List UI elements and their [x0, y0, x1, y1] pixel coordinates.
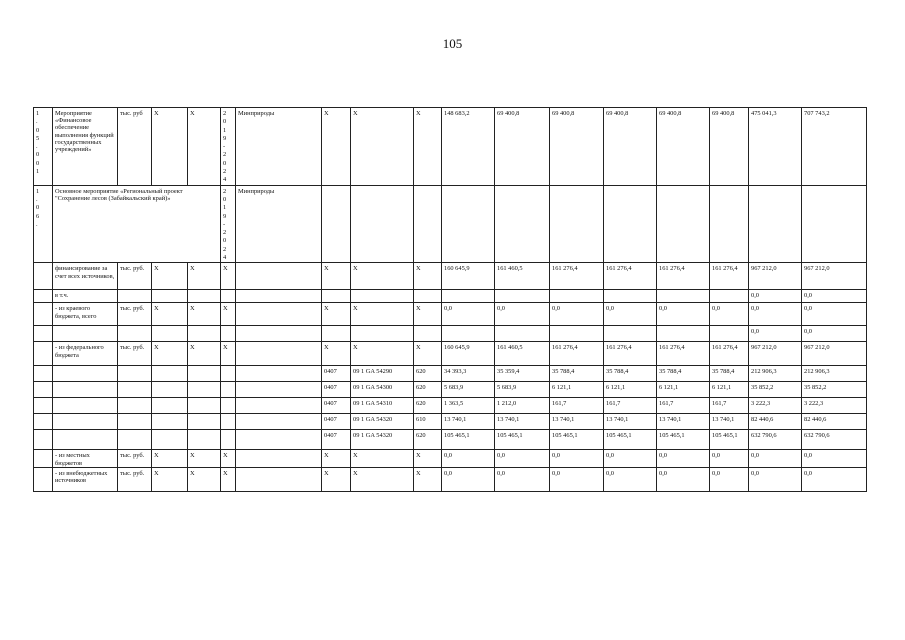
value-cell: 0,0 [710, 303, 749, 326]
table-row [34, 366, 867, 382]
value-cell: 161 276,4 [657, 342, 710, 366]
value-cell: 0,0 [442, 303, 495, 326]
section-code: 0407 [322, 414, 351, 430]
period-cell: 2019-2024 [221, 108, 236, 186]
row-number: 1.05.001 [34, 108, 53, 186]
value-cell: 161,7 [604, 398, 657, 414]
cell: Х [152, 303, 188, 326]
target-code: 09 1 GA 54300 [351, 382, 414, 398]
cell [221, 414, 236, 430]
value-cell: 967 212,0 [802, 342, 867, 366]
table-row [34, 290, 867, 303]
value-cell: 0,0 [749, 467, 802, 491]
row-label: - из внебюджетных источников [53, 467, 118, 491]
value-cell: 5 683,9 [495, 382, 550, 398]
value-cell: 34 393,3 [442, 366, 495, 382]
cell [236, 290, 322, 303]
cell: Х [351, 263, 414, 290]
cell: Х [221, 467, 236, 491]
value-cell: 105 465,1 [550, 430, 604, 450]
cell [414, 290, 442, 303]
page-number: 105 [442, 36, 463, 51]
value-cell: 161 276,4 [550, 342, 604, 366]
cell: Х [188, 263, 221, 290]
cell [221, 430, 236, 450]
table-row [34, 398, 867, 414]
cell [604, 290, 657, 303]
cell: Х [152, 450, 188, 467]
cell [236, 342, 322, 366]
value-cell: 13 740,1 [442, 414, 495, 430]
cell [188, 414, 221, 430]
cell [710, 185, 749, 263]
value-cell: 0,0 [604, 303, 657, 326]
expense-type: 610 [414, 414, 442, 430]
table-row [34, 185, 867, 263]
cell [118, 366, 152, 382]
cell [710, 326, 749, 342]
value-cell: 1 212,0 [495, 398, 550, 414]
value-cell: 105 465,1 [495, 430, 550, 450]
cell: Х [351, 342, 414, 366]
unit-cell: тыс. руб [118, 108, 152, 186]
unit-cell: тыс. руб. [118, 467, 152, 491]
value-cell: 35 788,4 [710, 366, 749, 382]
value-cell: 82 440,6 [749, 414, 802, 430]
cell [221, 290, 236, 303]
cell [34, 290, 53, 303]
cell [34, 326, 53, 342]
value-cell: 0,0 [802, 467, 867, 491]
cell [657, 290, 710, 303]
value-cell: 161 276,4 [604, 342, 657, 366]
cell [236, 398, 322, 414]
value-cell: 69 400,8 [495, 108, 550, 186]
value-cell: 0,0 [802, 290, 867, 303]
cell [118, 290, 152, 303]
cell [351, 185, 414, 263]
value-cell: 161,7 [550, 398, 604, 414]
section-code: 0407 [322, 398, 351, 414]
row-number: 1.06. [34, 185, 53, 263]
unit-cell: тыс. руб. [118, 303, 152, 326]
value-cell: 0,0 [657, 450, 710, 467]
cell [53, 414, 118, 430]
value-cell: 161 276,4 [657, 263, 710, 290]
table-row [34, 263, 867, 290]
cell: Х [351, 450, 414, 467]
cell [236, 366, 322, 382]
value-cell: 3 222,3 [802, 398, 867, 414]
row-label: в т.ч. [53, 290, 118, 303]
section-code: 0407 [322, 430, 351, 450]
cell: Х [414, 303, 442, 326]
value-cell: 0,0 [749, 326, 802, 342]
cell: Х [351, 108, 414, 186]
cell [53, 382, 118, 398]
value-cell: 0,0 [495, 303, 550, 326]
cell [34, 342, 53, 366]
cell [710, 290, 749, 303]
cell [152, 430, 188, 450]
cell [236, 263, 322, 290]
table-row [34, 414, 867, 430]
table-row [34, 303, 867, 326]
cell: Х [221, 263, 236, 290]
cell [495, 185, 550, 263]
cell: Х [322, 303, 351, 326]
cell [118, 326, 152, 342]
value-cell: 0,0 [495, 450, 550, 467]
table-row [34, 467, 867, 491]
value-cell: 160 645,9 [442, 263, 495, 290]
cell [34, 467, 53, 491]
table-row [34, 450, 867, 467]
cell: Х [152, 467, 188, 491]
row-label: - из краевого бюджета, всего [53, 303, 118, 326]
cell [236, 326, 322, 342]
value-cell: 0,0 [550, 303, 604, 326]
cell [657, 185, 710, 263]
cell [53, 326, 118, 342]
cell [34, 430, 53, 450]
cell: Х [414, 467, 442, 491]
value-cell: 161 460,5 [495, 342, 550, 366]
cell: Х [414, 342, 442, 366]
cell [53, 430, 118, 450]
value-cell: 0,0 [802, 450, 867, 467]
cell [236, 450, 322, 467]
value-cell: 69 400,8 [657, 108, 710, 186]
value-cell: 0,0 [802, 303, 867, 326]
value-cell: 105 465,1 [442, 430, 495, 450]
cell [351, 290, 414, 303]
value-cell: 1 363,5 [442, 398, 495, 414]
table-row [34, 108, 867, 186]
cell: Х [188, 450, 221, 467]
cell [188, 398, 221, 414]
section-code: 0407 [322, 382, 351, 398]
unit-cell: тыс. руб. [118, 263, 152, 290]
cell [118, 382, 152, 398]
cell: Х [152, 108, 188, 186]
cell [442, 185, 495, 263]
row-label: финансирование за счет всех источников, [53, 263, 118, 290]
cell [188, 290, 221, 303]
cell [118, 430, 152, 450]
value-cell: 161,7 [710, 398, 749, 414]
cell [495, 290, 550, 303]
value-cell: 632 790,6 [802, 430, 867, 450]
cell [188, 326, 221, 342]
value-cell: 0,0 [442, 467, 495, 491]
row-label: - из местных бюджетов [53, 450, 118, 467]
cell [236, 467, 322, 491]
cell [188, 382, 221, 398]
value-cell: 0,0 [442, 450, 495, 467]
value-cell: 0,0 [749, 450, 802, 467]
cell: Х [188, 303, 221, 326]
cell [749, 185, 802, 263]
value-cell: 35 788,4 [604, 366, 657, 382]
cell [188, 430, 221, 450]
cell [236, 430, 322, 450]
cell [550, 290, 604, 303]
cell [221, 366, 236, 382]
value-cell: 35 359,4 [495, 366, 550, 382]
value-cell: 0,0 [550, 450, 604, 467]
cell [604, 185, 657, 263]
value-cell: 0,0 [604, 450, 657, 467]
value-cell: 13 740,1 [657, 414, 710, 430]
value-cell: 3 222,3 [749, 398, 802, 414]
cell [414, 185, 442, 263]
value-cell: 475 041,3 [749, 108, 802, 186]
value-cell: 5 683,9 [442, 382, 495, 398]
cell [322, 290, 351, 303]
cell [442, 290, 495, 303]
cell [236, 414, 322, 430]
section-code: 0407 [322, 366, 351, 382]
cell [442, 326, 495, 342]
value-cell: 0,0 [710, 467, 749, 491]
cell [53, 398, 118, 414]
value-cell: 35 852,2 [749, 382, 802, 398]
cell [221, 398, 236, 414]
value-cell: 632 790,6 [749, 430, 802, 450]
value-cell: 161 276,4 [550, 263, 604, 290]
cell [414, 326, 442, 342]
value-cell: 6 121,1 [710, 382, 749, 398]
cell [118, 398, 152, 414]
value-cell: 69 400,8 [550, 108, 604, 186]
value-cell: 13 740,1 [710, 414, 749, 430]
cell: Х [152, 263, 188, 290]
cell [34, 398, 53, 414]
value-cell: 148 683,2 [442, 108, 495, 186]
value-cell: 35 788,4 [550, 366, 604, 382]
value-cell: 6 121,1 [657, 382, 710, 398]
cell: Х [221, 303, 236, 326]
value-cell: 35 788,4 [657, 366, 710, 382]
value-cell: 0,0 [749, 290, 802, 303]
cell [34, 303, 53, 326]
value-cell: 105 465,1 [710, 430, 749, 450]
target-code: 09 1 GA 54320 [351, 430, 414, 450]
cell: Х [322, 263, 351, 290]
cell [152, 382, 188, 398]
cell: Х [188, 467, 221, 491]
cell [118, 414, 152, 430]
cell: Х [152, 342, 188, 366]
value-cell: 0,0 [495, 467, 550, 491]
value-cell: 13 740,1 [550, 414, 604, 430]
value-cell: 161 276,4 [604, 263, 657, 290]
cell [236, 303, 322, 326]
cell [322, 326, 351, 342]
cell [34, 450, 53, 467]
cell [802, 185, 867, 263]
value-cell: 0,0 [749, 303, 802, 326]
value-cell: 161 460,5 [495, 263, 550, 290]
value-cell: 161 276,4 [710, 263, 749, 290]
cell: Х [221, 342, 236, 366]
target-code: 09 1 GA 54310 [351, 398, 414, 414]
program-table [33, 107, 867, 492]
value-cell: 13 740,1 [495, 414, 550, 430]
unit-cell: тыс. руб. [118, 342, 152, 366]
cell [221, 382, 236, 398]
value-cell: 0,0 [657, 303, 710, 326]
measure-title: Основное мероприятие «Региональный проект "Сохранение лесов (Забайкальский край)» [53, 185, 221, 263]
value-cell: 707 743,2 [802, 108, 867, 186]
period-cell: 2019-2024 [221, 185, 236, 263]
table-row [34, 430, 867, 450]
cell [34, 414, 53, 430]
value-cell: 0,0 [710, 450, 749, 467]
cell: Х [188, 342, 221, 366]
value-cell: 161 276,4 [710, 342, 749, 366]
cell [34, 382, 53, 398]
cell: Х [414, 450, 442, 467]
cell [550, 326, 604, 342]
value-cell: 161,7 [657, 398, 710, 414]
target-code: 09 1 GA 54290 [351, 366, 414, 382]
cell: Х [322, 467, 351, 491]
expense-type: 620 [414, 398, 442, 414]
unit-cell: тыс. руб. [118, 450, 152, 467]
value-cell: 0,0 [550, 467, 604, 491]
cell: Х [322, 342, 351, 366]
value-cell: 0,0 [604, 467, 657, 491]
cell [152, 414, 188, 430]
table-row [34, 326, 867, 342]
cell [221, 326, 236, 342]
value-cell: 967 212,0 [749, 263, 802, 290]
value-cell: 82 440,6 [802, 414, 867, 430]
value-cell: 0,0 [657, 467, 710, 491]
measure-title: Мероприятие «Финансовое обеспечение выполнения функций государственных учреждений» [53, 108, 118, 186]
cell [34, 263, 53, 290]
table-row [34, 342, 867, 366]
cell [322, 185, 351, 263]
row-label: - из федерального бюджета [53, 342, 118, 366]
value-cell: 6 121,1 [604, 382, 657, 398]
value-cell: 160 645,9 [442, 342, 495, 366]
table-row [34, 382, 867, 398]
value-cell: 212 906,3 [749, 366, 802, 382]
cell: Х [351, 467, 414, 491]
cell: Х [188, 108, 221, 186]
cell: Х [322, 108, 351, 186]
expense-type: 620 [414, 382, 442, 398]
value-cell: 0,0 [802, 326, 867, 342]
cell [604, 326, 657, 342]
value-cell: 6 121,1 [550, 382, 604, 398]
cell [188, 366, 221, 382]
cell [495, 326, 550, 342]
value-cell: 13 740,1 [604, 414, 657, 430]
cell: Х [221, 450, 236, 467]
value-cell: 105 465,1 [657, 430, 710, 450]
expense-type: 620 [414, 366, 442, 382]
cell [152, 366, 188, 382]
cell [236, 382, 322, 398]
cell: Х [414, 108, 442, 186]
value-cell: 105 465,1 [604, 430, 657, 450]
value-cell: 212 906,3 [802, 366, 867, 382]
cell [152, 398, 188, 414]
value-cell: 35 852,2 [802, 382, 867, 398]
value-cell: 69 400,8 [710, 108, 749, 186]
cell [152, 290, 188, 303]
value-cell: 967 212,0 [802, 263, 867, 290]
expense-type: 620 [414, 430, 442, 450]
cell [657, 326, 710, 342]
value-cell: 69 400,8 [604, 108, 657, 186]
value-cell: 967 212,0 [749, 342, 802, 366]
cell [53, 366, 118, 382]
cell [550, 185, 604, 263]
cell [351, 326, 414, 342]
cell [152, 326, 188, 342]
cell [34, 366, 53, 382]
cell: Х [322, 450, 351, 467]
target-code: 09 1 GA 54320 [351, 414, 414, 430]
cell: Х [351, 303, 414, 326]
executor-cell: Минприроды [236, 185, 322, 263]
cell: Х [414, 263, 442, 290]
executor-cell: Минприроды [236, 108, 322, 186]
